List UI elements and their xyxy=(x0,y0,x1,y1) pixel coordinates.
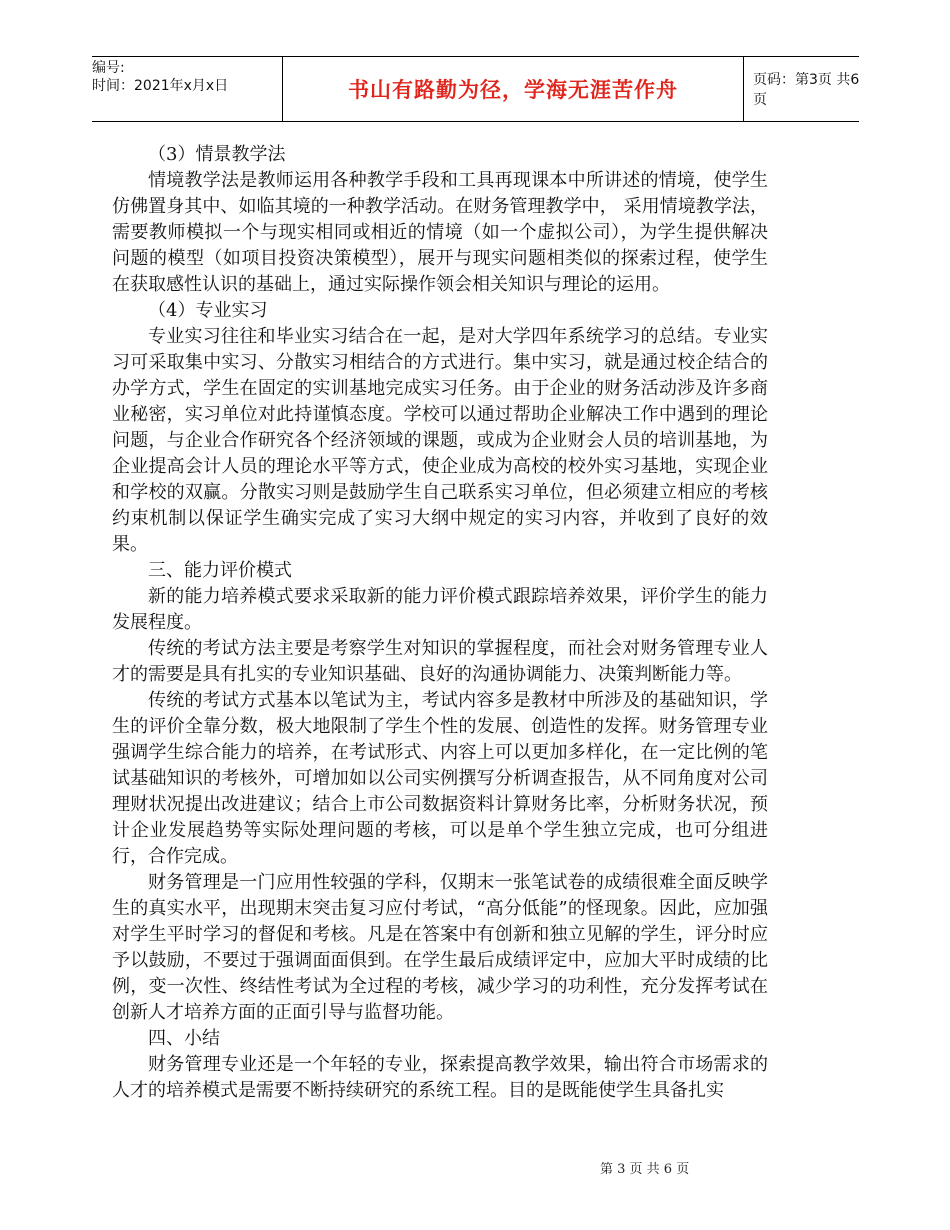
page-header xyxy=(92,56,859,122)
section-heading-summary: 四、小结 xyxy=(148,1028,220,1049)
paragraph-evaluation-intro: 新的能力培养模式要求采取新的能力评价模式跟踪培养效果，评价学生的能力发展程度。 xyxy=(112,586,768,633)
section-heading-ability-evaluation: 三、能力评价模式 xyxy=(148,560,292,581)
paragraph-exam-methods: 传统的考试方式基本以笔试为主，考试内容多是教材中所涉及的基础知识，学生的评价全靠分数，极大地限制了学生个性的发展、创造性的发挥。财务管理专业强调学生综合能力的培养，在考试形式、内容上可以更加多样化，在一定比例的笔试基础知识的考核外，可增加如以公司实例撰写分析调查报告，从不同角度对公司理财状况提出改进建议；结合上市公司数据资料计算财务比率，分析财务状况，预计企业发展趋势等实际处理问题的考核，可以是单个学生独立完成，也可分组进行，合作完成。 xyxy=(112,690,768,867)
header-motto: 书山有路勤为径，学海无涯苦作舟 xyxy=(282,57,744,121)
paragraph-internship: 专业实习往往和毕业实习结合在一起，是对大学四年系统学习的总结。专业实习可采取集中实习、分散实习相结合的方式进行。集中实习，就是通过校企结合的办学方式，学生在固定的实训基地完成实习任务。由于企业的财务活动涉及许多商业秘密，实习单位对此持谨慎态度。学校可以通过帮助企业解决工作中遇到的理论问题，与企业合作研究各个经济领域的课题，或成为企业财会人员的培训基地，为企业提高会计人员的理论水平等方式，使企业成为高校的校外实习基地，实现企业和学校的双赢。分散实习则是鼓励学生自己联系实习单位，但必须建立相应的考核约束机制以保证学生确实完成了实习大纲中规定的实习内容，并收到了良好的效果。 xyxy=(112,326,768,555)
header-page-number: 页码：第3页 共6页 xyxy=(753,72,860,108)
page-footer: 第 3 页 共 6 页 xyxy=(600,1162,690,1177)
paragraph-summary: 财务管理专业还是一个年轻的专业，探索提高教学效果，输出符合市场需求的人才的培养模式是需要不断持续研究的系统工程。目的是既能使学生具备扎实 xyxy=(112,1054,768,1101)
document-number-label: 编号: xyxy=(92,60,125,76)
paragraph-situational-teaching: 情境教学法是教师运用各种教学手段和工具再现课本中所讲述的情境，使学生仿佛置身其中、如临其境的一种教学活动。在财务管理教学中， 采用情境教学法，需要教师模拟一个与现实相同或相近的情境（如一个虚拟公司），为学生提供解决问题的模型（如项目投资决策模型），展开与现实问题相类似的探索过程，使学生在获取感性认识的基础上，通过实际操作领会相关知识与理论的运用。 xyxy=(112,170,768,295)
document-body xyxy=(112,142,768,1104)
paragraph-assessment-reform: 财务管理是一门应用性较强的学科，仅期末一张笔试卷的成绩很难全面反映学生的真实水平，出现期末突击复习应付考试，“高分低能”的怪现象。因此，应加强对学生平时学习的督促和考核。凡是在答案中有创新和独立见解的学生，评分时应予以鼓励，不要过于强调面面俱到。在学生最后成绩评定中，应加大平时成绩的比例，变一次性、终结性考试为全过程的考核，减少学习的功利性，充分发挥考试在创新人才培养方面的正面引导与监督功能。 xyxy=(112,872,768,1023)
paragraph-traditional-exam: 传统的考试方法主要是考察学生对知识的掌握程度，而社会对财务管理专业人才的需要是具有扎实的专业知识基础、良好的沟通协调能力、决策判断能力等。 xyxy=(112,638,768,685)
section-heading-situational-teaching: （3）情景教学法 xyxy=(148,144,286,165)
header-meta xyxy=(92,57,282,123)
section-heading-internship: （4）专业实习 xyxy=(148,300,268,321)
document-date-label: 时间：2021年x月x日 xyxy=(92,78,229,94)
